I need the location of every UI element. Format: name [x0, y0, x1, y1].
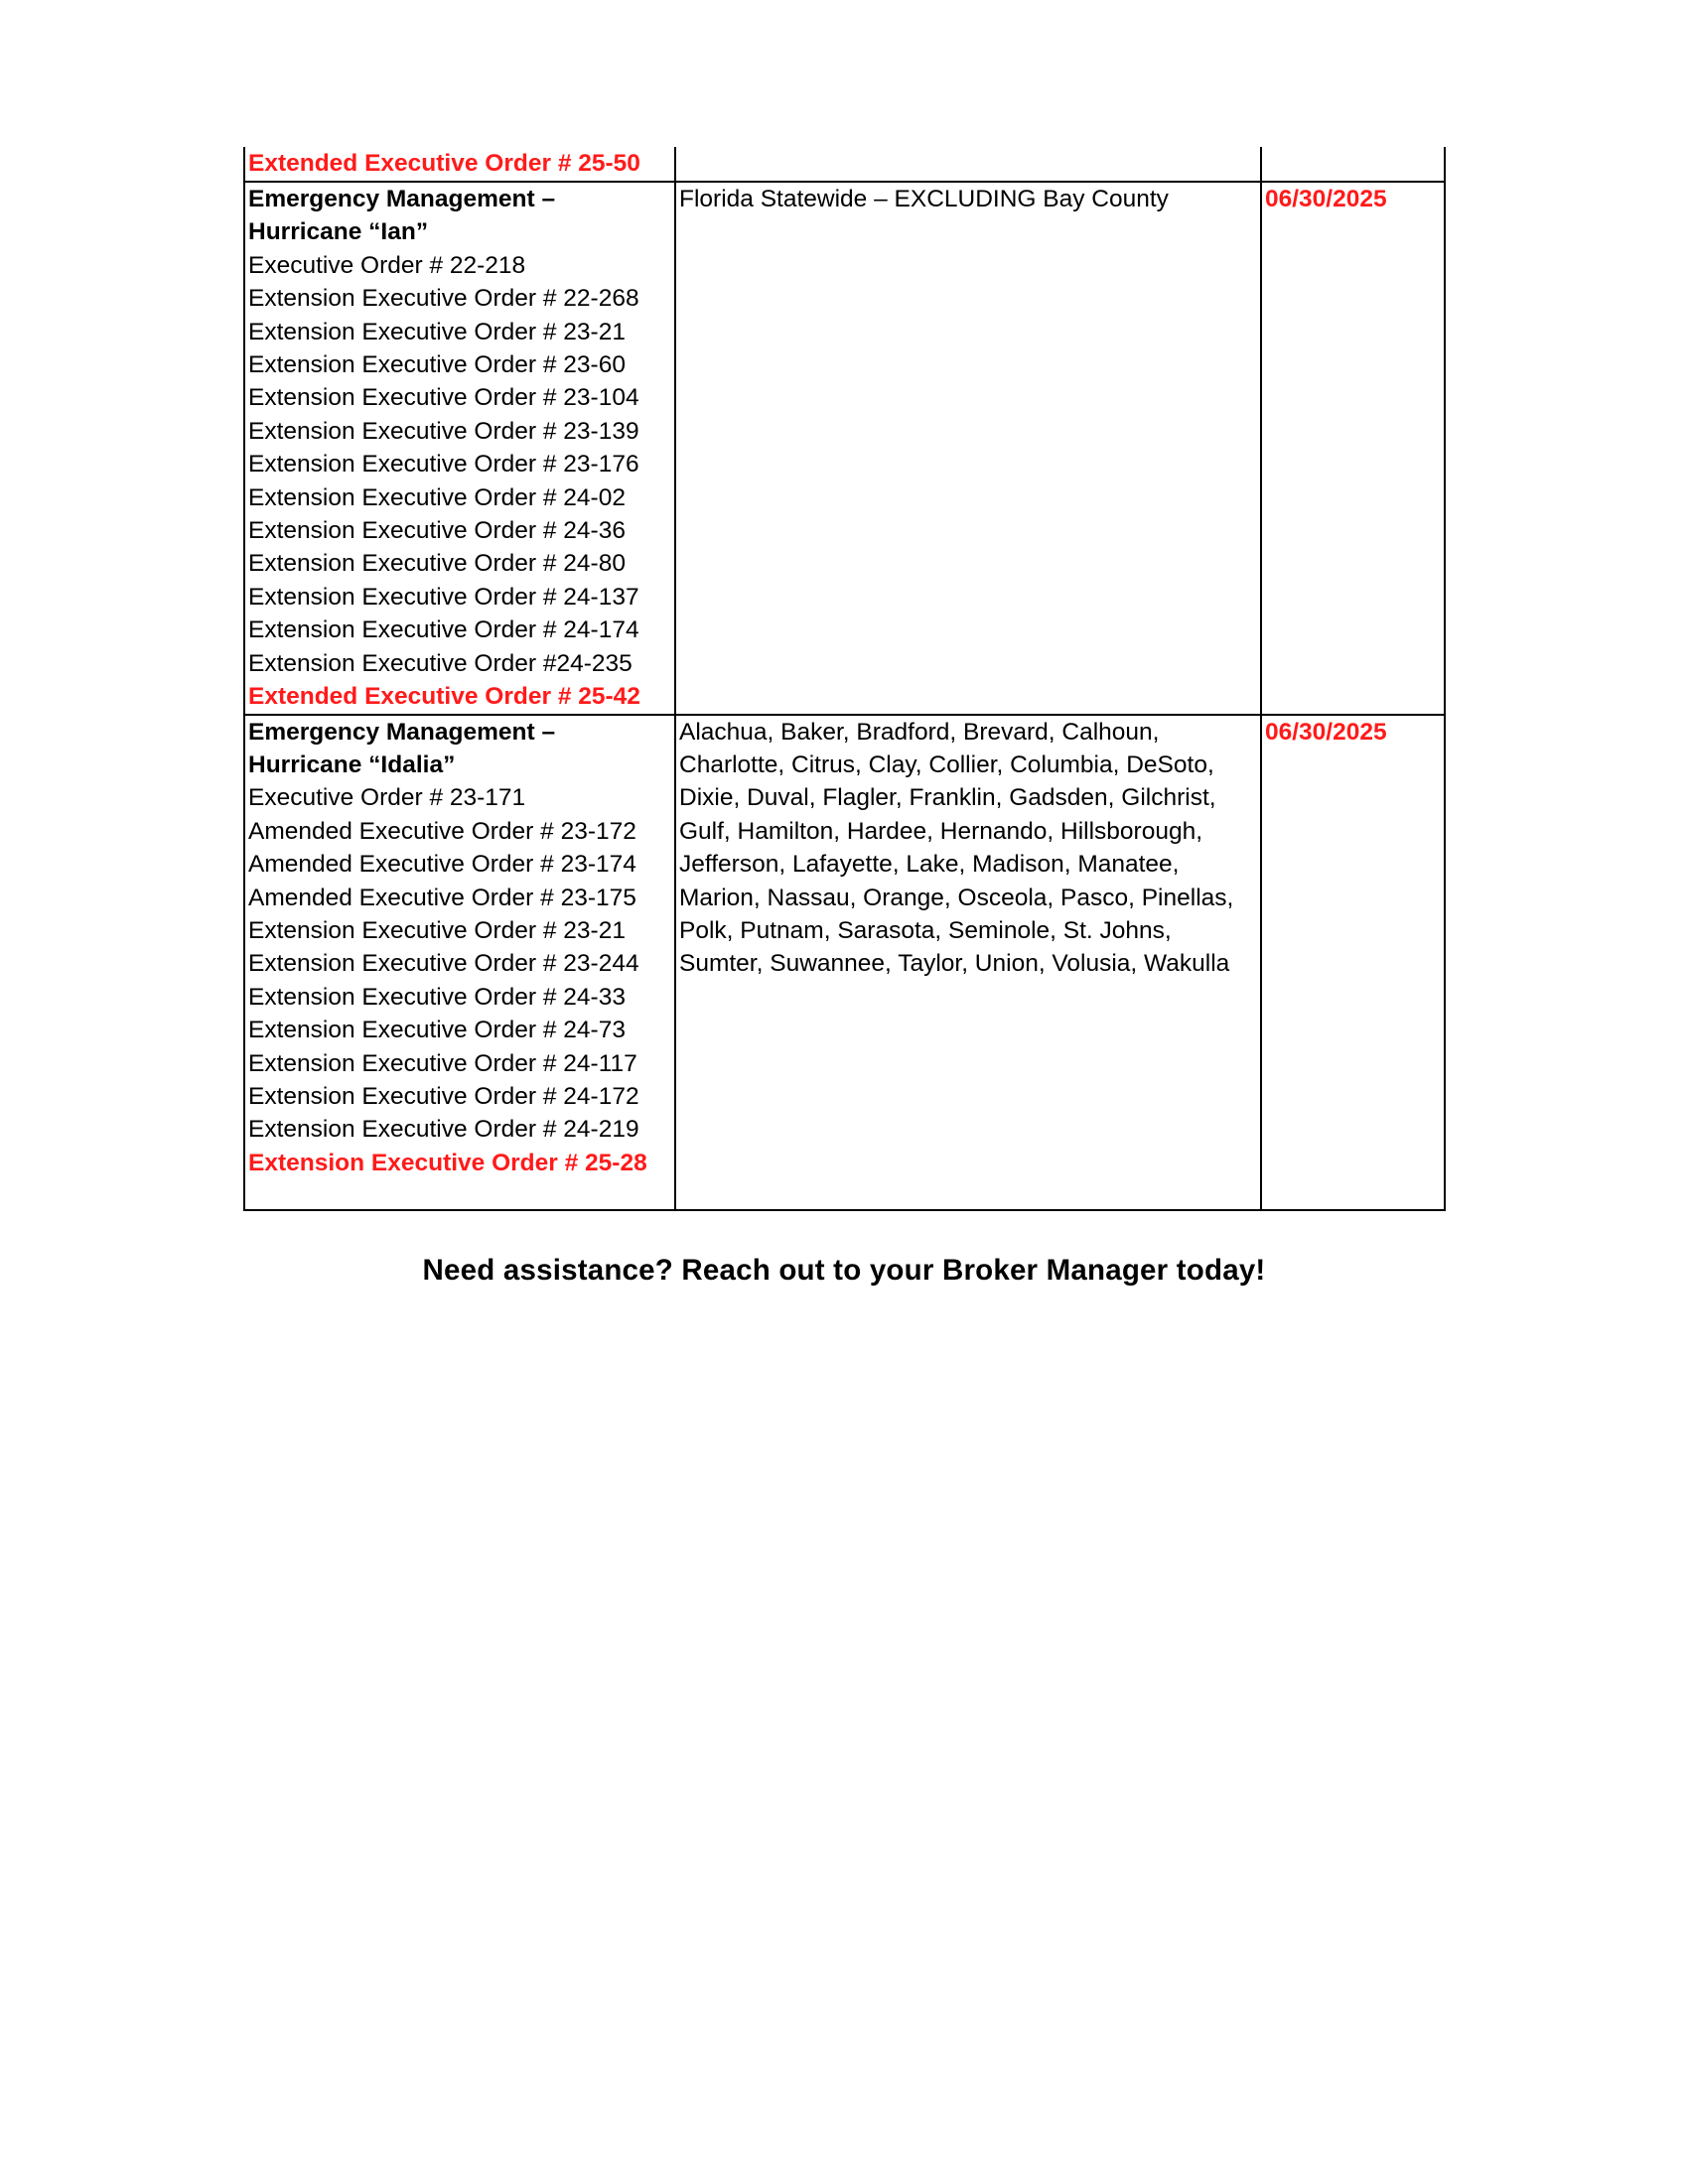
order-line: Extension Executive Order # 23-104 — [248, 384, 639, 412]
latest-order: Extended Executive Order # 25-42 — [248, 683, 640, 711]
date-cell — [1261, 182, 1445, 715]
order-line: Extension Executive Order # 23-176 — [248, 451, 639, 478]
order-line: Extension Executive Order # 24-80 — [248, 550, 626, 578]
table-row-idalia — [244, 715, 1445, 1210]
order-line: Extension Executive Order # 24-02 — [248, 483, 626, 511]
order-line: Extension Executive Order # 24-117 — [248, 1049, 637, 1077]
order-line: Extension Executive Order # 23-139 — [248, 417, 639, 445]
order-line: Extension Executive Order # 24-33 — [248, 983, 626, 1011]
area-line: Alachua, Baker, Bradford, Brevard, Calhoun, — [679, 718, 1160, 746]
area-cell — [675, 182, 1261, 715]
area-line: Dixie, Duval, Flagler, Franklin, Gadsden, Gilchrist, — [679, 784, 1216, 812]
order-line: Amended Executive Order # 23-172 — [248, 817, 636, 845]
order-line: Amended Executive Order # 23-174 — [248, 851, 636, 879]
order-line: Executive Order # 23-171 — [248, 784, 526, 812]
order-cell — [244, 147, 675, 182]
order-line: Extension Executive Order # 24-219 — [248, 1116, 639, 1144]
order-line: Extension Executive Order # 24-36 — [248, 517, 626, 545]
area-text: Florida Statewide – EXCLUDING Bay County — [679, 186, 1169, 212]
order-line: Extension Executive Order # 24-73 — [248, 1017, 626, 1044]
assistance-note: Need assistance? Reach out to your Broker Manager today! — [422, 1254, 1266, 1287]
order-line: Extension Executive Order # 23-244 — [248, 950, 639, 978]
executive-orders-table — [243, 147, 1446, 1211]
latest-order: Extended Executive Order # 25-50 — [248, 150, 640, 177]
table-row-ian — [244, 182, 1445, 715]
area-line: Gulf, Hamilton, Hardee, Hernando, Hillsborough, — [679, 817, 1203, 845]
order-line: Extension Executive Order # 23-60 — [248, 351, 626, 379]
area-cell — [675, 147, 1261, 182]
order-line: Amended Executive Order # 23-175 — [248, 884, 636, 911]
event-heading: Emergency Management – — [248, 186, 556, 212]
order-line: Extension Executive Order # 23-21 — [248, 318, 626, 345]
order-line: Executive Order # 22-218 — [248, 251, 526, 279]
area-line: Sumter, Suwannee, Taylor, Union, Volusia, Wakulla — [679, 950, 1230, 978]
expiration-date: 06/30/2025 — [1265, 186, 1387, 212]
order-cell — [244, 715, 675, 1210]
area-line: Polk, Putnam, Sarasota, Seminole, St. Johns, — [679, 916, 1172, 944]
order-line: Extension Executive Order # 23-21 — [248, 916, 626, 944]
area-cell — [675, 715, 1261, 1210]
area-line: Charlotte, Citrus, Clay, Collier, Columbia, DeSoto, — [679, 751, 1214, 778]
date-cell — [1261, 147, 1445, 182]
latest-order: Extension Executive Order # 25-28 — [248, 1149, 647, 1176]
order-line: Extension Executive Order # 24-172 — [248, 1082, 639, 1110]
event-heading: Emergency Management – — [248, 718, 556, 746]
order-line: Extension Executive Order # 24-174 — [248, 616, 639, 644]
order-line: Extension Executive Order # 22-268 — [248, 285, 639, 313]
event-name: Hurricane “Idalia” — [248, 751, 456, 778]
table-row-continued — [244, 147, 1445, 182]
order-line: Extension Executive Order #24-235 — [248, 649, 633, 677]
area-line: Jefferson, Lafayette, Lake, Madison, Manatee, — [679, 851, 1180, 879]
expiration-date: 06/30/2025 — [1265, 718, 1387, 746]
area-line: Marion, Nassau, Orange, Osceola, Pasco, Pinellas, — [679, 884, 1234, 911]
event-name: Hurricane “Ian” — [248, 218, 429, 246]
order-cell — [244, 182, 675, 715]
order-line: Extension Executive Order # 24-137 — [248, 583, 639, 611]
date-cell — [1261, 715, 1445, 1210]
